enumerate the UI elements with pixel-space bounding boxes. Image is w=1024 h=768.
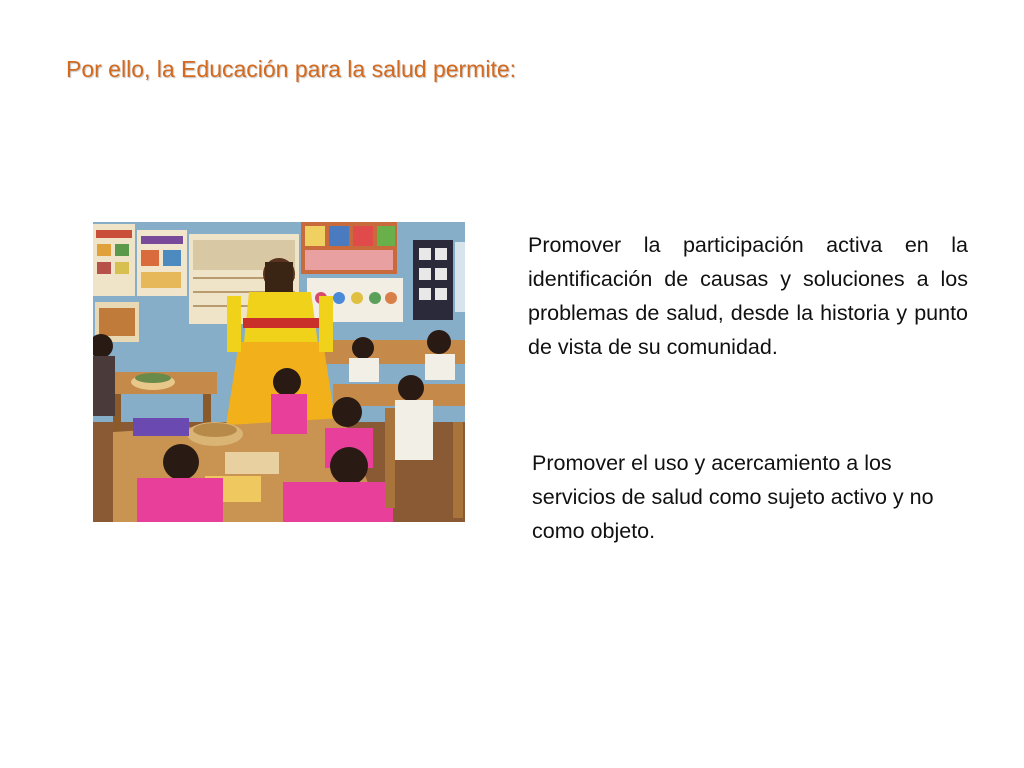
- slide-title: Por ello, la Educación para la salud permite:: [66, 56, 517, 82]
- paragraph-health-services: Promover el uso y acercamiento a los servicios de salud como sujeto activo y no como objeto.: [532, 451, 934, 543]
- classroom-photo: [93, 222, 465, 522]
- paragraph-participation: Promover la participación activa en la identificación de causas y soluciones a los problemas de salud, desde la historia y punto de vista de su comunidad.: [528, 233, 968, 359]
